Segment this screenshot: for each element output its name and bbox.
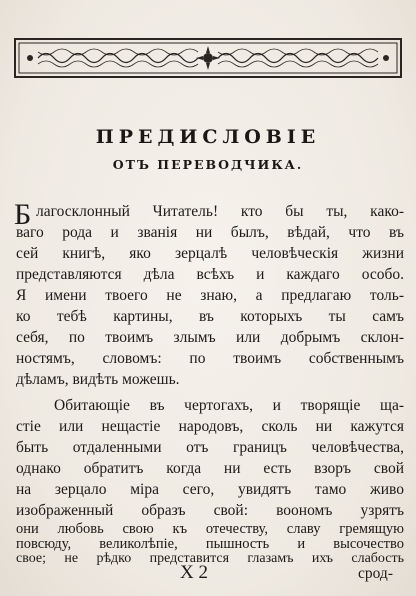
text-line: Обитающіе въ чертогахъ, и творящіе ща- <box>54 397 404 414</box>
text-line: Я имени твоего не знаю, а предлагаю толь- <box>16 287 404 304</box>
page-subtitle: ОТЪ ПЕРЕВОДЧИКА. <box>112 157 304 172</box>
text-line: себя, по твоимъ злымъ или добрымъ склон- <box>16 329 404 346</box>
text-line: сей книгѣ, яко зерцалѣ человѣческія жизни <box>16 245 404 262</box>
text-line: дѣламъ, видѣть можешь. <box>16 371 180 388</box>
text-line: ваго рода и званія ни былъ, вѣдай, что въ <box>16 224 404 241</box>
text-line: изображенный образъ свой: воономъ узрятъ <box>16 502 404 519</box>
text-line: однако обратитъ когда ни есть взоръ свой <box>16 460 404 477</box>
text-line: повсюду, великолѣпіе, пышность и высочество <box>16 536 404 552</box>
text-line: свое; не рѣдко представится глазамъ ихъ слабость <box>16 551 404 566</box>
headpiece-ornament <box>14 38 402 78</box>
signature-mark: Х 2 <box>180 562 208 583</box>
text-line: на зерцало міра сего, увидятъ тамо живо <box>16 481 404 498</box>
catchword: срод- <box>358 565 393 582</box>
text-line: стіе или нещастіе народовъ, сколь ни кажутся <box>16 418 404 435</box>
text-line: быть отдаленными отъ границъ человѣчества, <box>16 439 404 456</box>
text-line: лагосклонный Читатель! кто бы ты, како- <box>36 203 404 220</box>
text-line: они любовь свою къ отечеству, славу гремящую <box>16 521 404 537</box>
drop-cap: Б <box>14 198 32 231</box>
text-line: ко тебѣ картины, въ которыхъ ты самъ <box>16 308 404 325</box>
text-line: ностямъ, словомъ: по твоимъ собственнымъ <box>16 350 404 367</box>
page-title: ПРЕДИСЛОВІЕ <box>95 126 321 148</box>
text-line: представляются дѣла всѣхъ и каждаго особо. <box>16 266 404 283</box>
